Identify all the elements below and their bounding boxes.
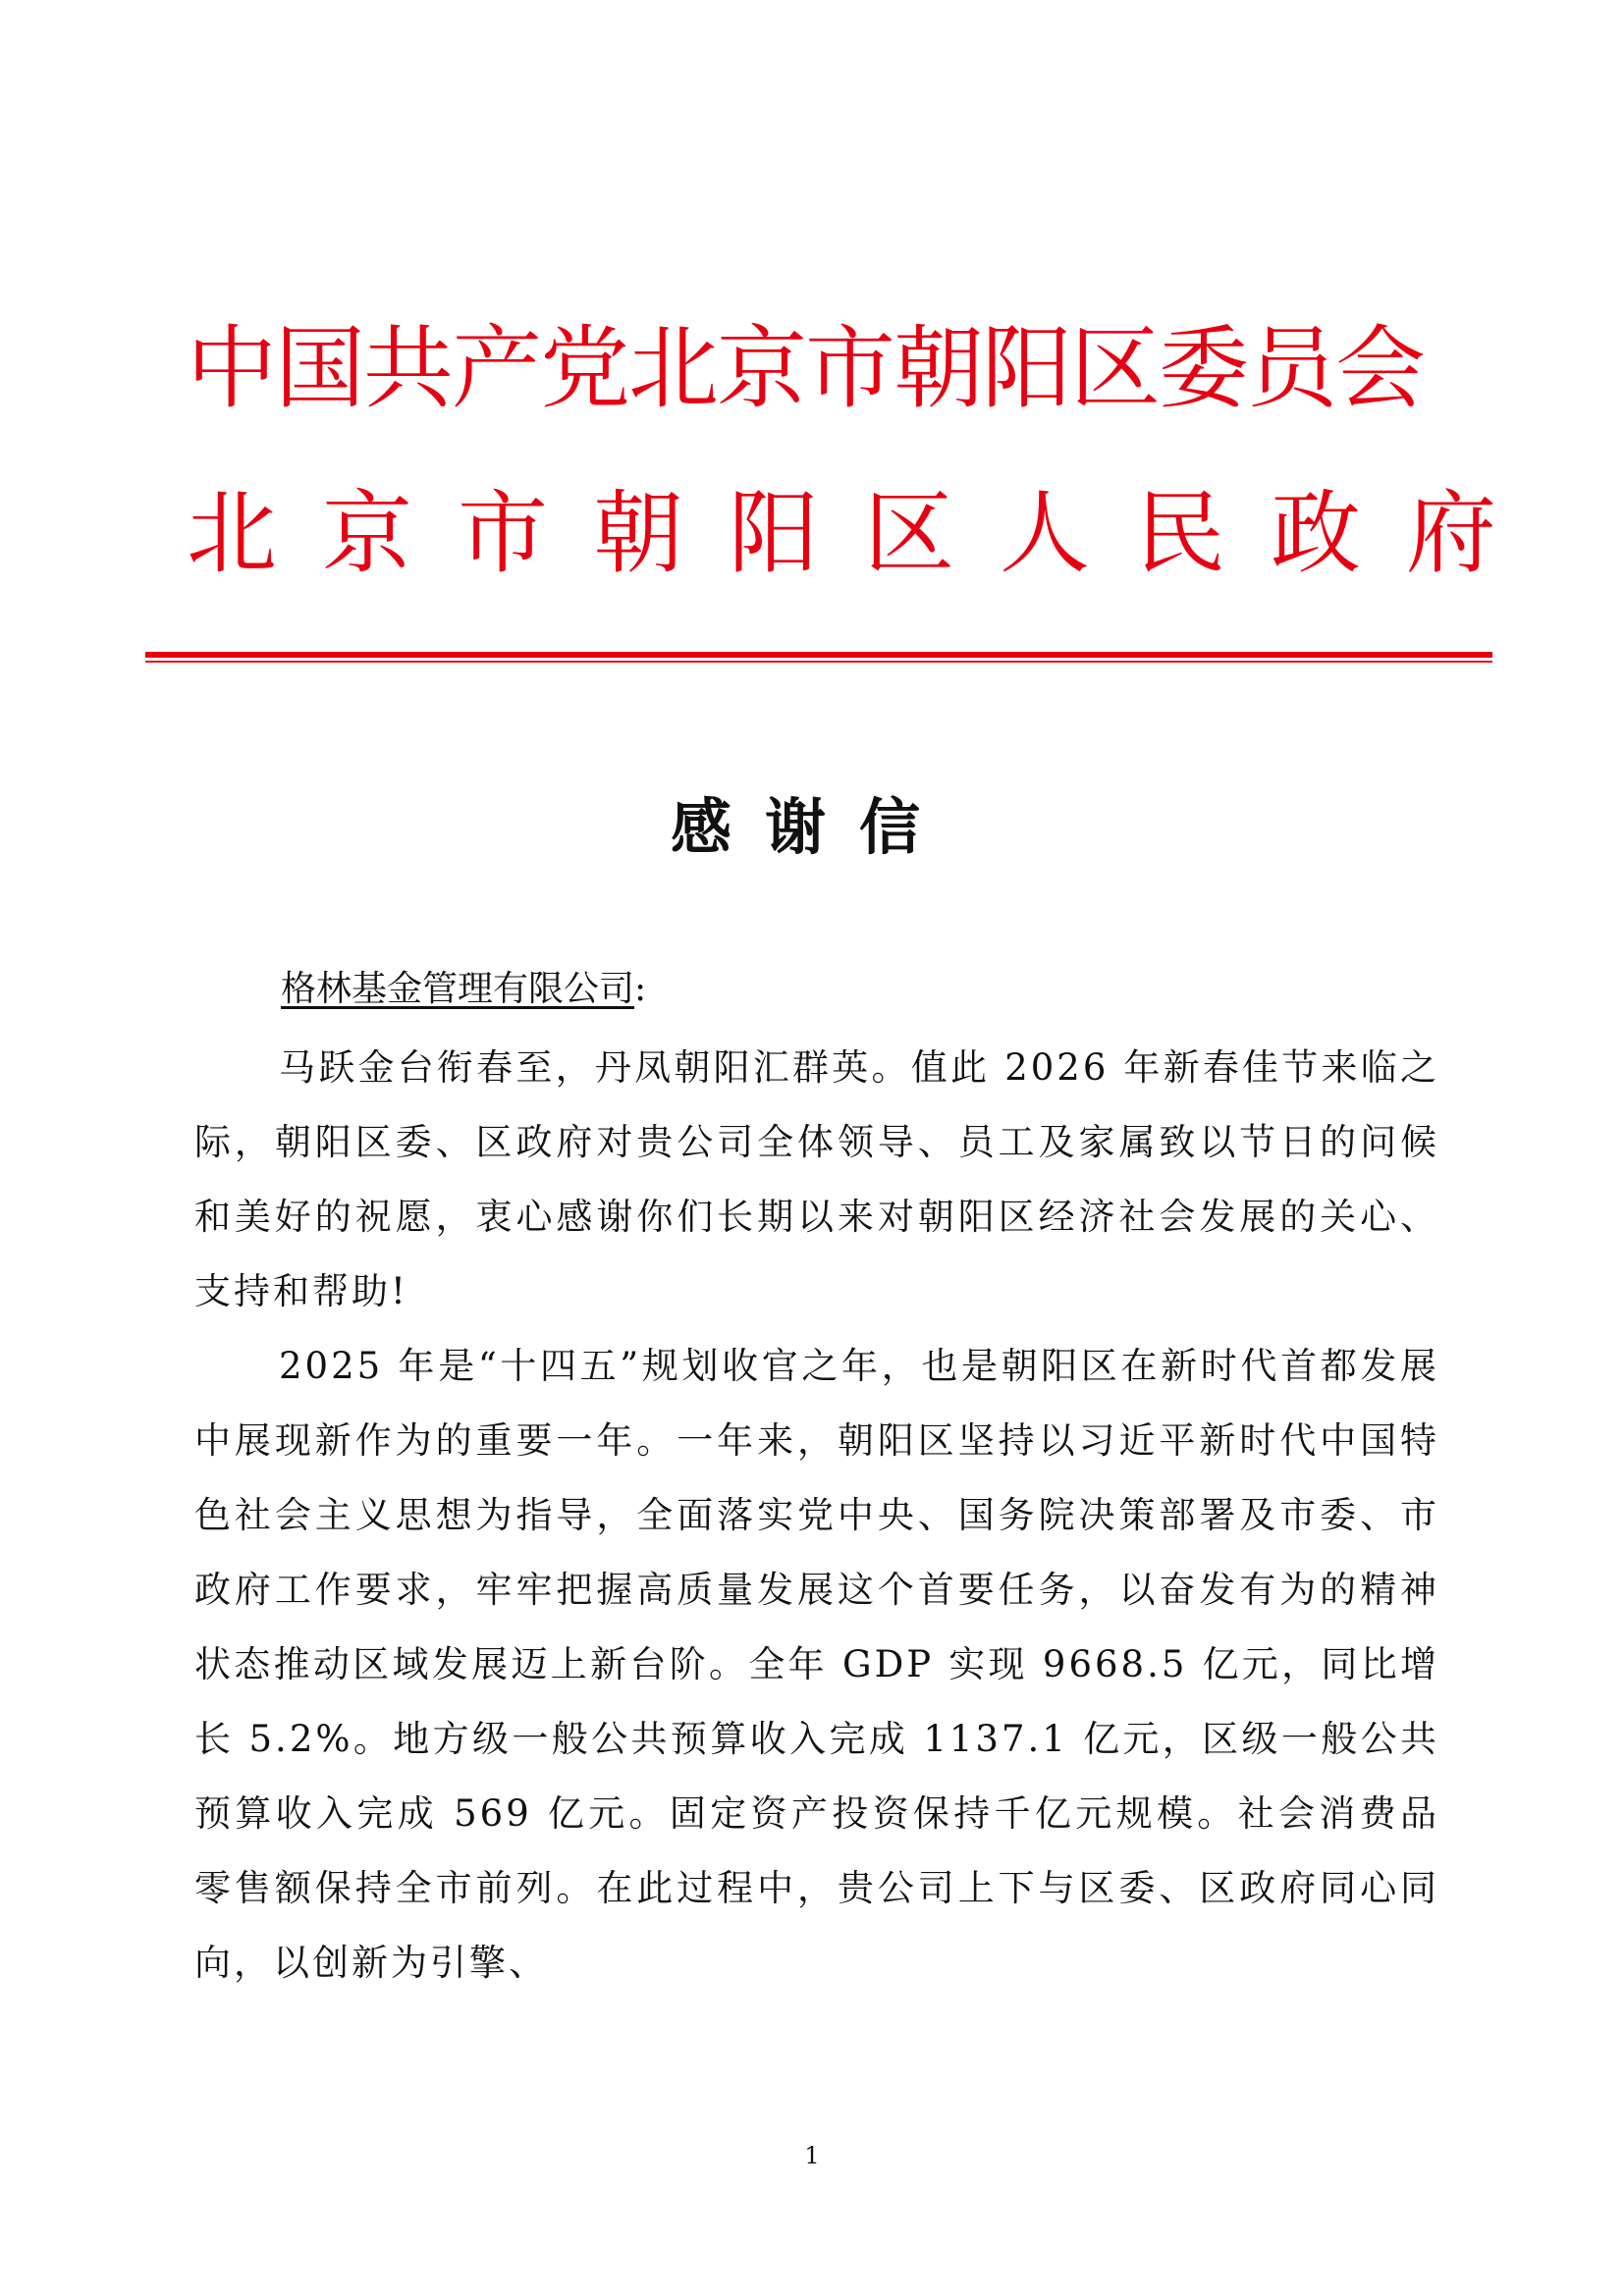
salutation-recipient: 格林基金管理有限公司 [281, 969, 635, 1009]
document-title: 感谢信 [670, 791, 953, 863]
letterhead-red-rule [145, 652, 1492, 658]
salutation-colon: : [634, 969, 647, 1009]
page-number: 1 [804, 2142, 820, 2169]
letterhead-red-rule-thin [145, 661, 1492, 663]
body-paragraph: 马跃金台衔春至，丹凤朝阳汇群英。值此 2026 年新春佳节来临之际，朝阳区委、区政府对贵公司全体领导、员工及家属致以节日的问候和美好的祝愿，衷心感谢你们长期以来对朝阳区经济社会发展的关心、支持和帮助! [194, 1046, 1439, 1312]
letterhead-party-committee: 中国共产党北京市朝阳区委员会 [187, 316, 1425, 421]
salutation [281, 969, 647, 1009]
letter-body [194, 1031, 1439, 2001]
body-paragraph: 2025 年是“十四五”规划收官之年，也是朝阳区在新时代首都发展中展现新作为的重要一年。一年来，朝阳区坚持以习近平新时代中国特色社会主义思想为指导，全面落实党中央、国务院决策部署及市委、市政府工作要求，牢牢把握高质量发展这个首要任务，以奋发有为的精神状态推动区域发展迈上新台阶。全年 GDP 实现 9668.5 亿元，同比增长 5.2%。地方级一般公共预算收入完成 1137.1 亿元，区级一般公共预算收入完成 569 亿元。固定资产投资保持千亿元规模。社会消费品零售额保持全市前列。在此过程中，贵公司上下与区委、区政府同心同向，以创新为引擎、 [194, 1345, 1439, 1984]
letterhead-district-government: 北京市朝阳区人民政府 [187, 481, 1543, 586]
